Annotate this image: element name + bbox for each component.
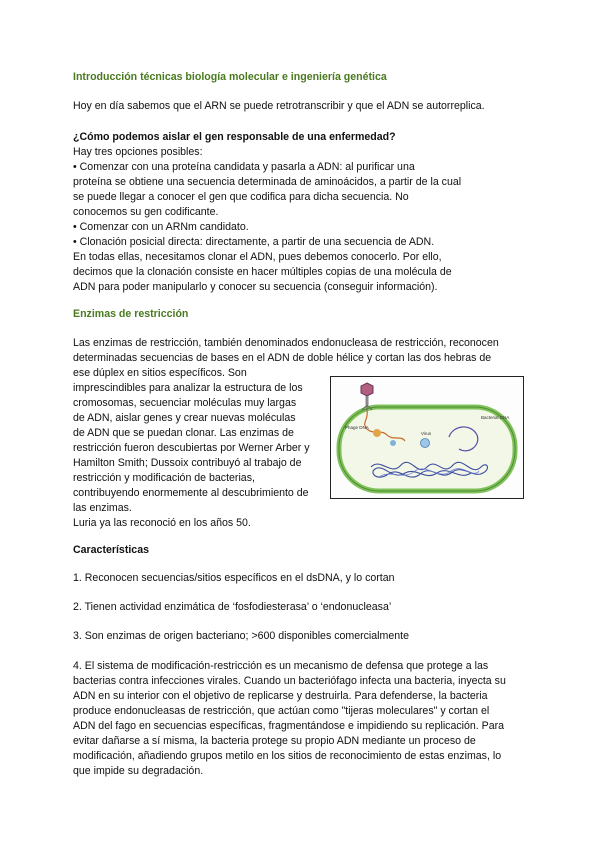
feature-item-4-line: ADN del fago en secuencias específicas, fragmentándose e impidiendo su replicación. Para <box>73 720 505 732</box>
feature-item: 2. Tienen actividad enzimática de ‘fosfodiesterasa’ o ‘endonucleasa’ <box>73 601 392 613</box>
bacterial-dna-label: Bacterial DNA <box>481 415 510 420</box>
enzymes-line: imprescindibles para analizar la estructura de los <box>73 382 303 394</box>
options-line: Hay tres opciones posibles: <box>73 146 203 158</box>
methylase-icon <box>390 440 396 446</box>
question-heading: ¿Cómo podemos aislar el gen responsable de una enfermedad? <box>73 131 396 143</box>
features-heading: Características <box>73 544 149 556</box>
enzymes-line: las enzimas. <box>73 502 132 514</box>
enzymes-line: de ADN que se puedan clonar. Las enzimas de <box>73 427 294 439</box>
options-line: • Clonación posicial directa: directamente, a partir de una secuencia de ADN. <box>73 236 435 248</box>
options-line: • Comenzar con un ARNm candidato. <box>73 221 249 233</box>
feature-item-4-line: bacterias contra infecciones virales. Cuando un bacteriófago infecta una bacteria, inyecta su <box>73 675 506 687</box>
feature-item-4-line: que impide su degradación. <box>73 765 204 777</box>
options-line: ADN para poder manipularlo y conocer su secuencia (conseguir información). <box>73 281 438 293</box>
options-line: decimos que la clonación consiste en hacer múltiples copias de una molécula de <box>73 266 452 278</box>
virus-particle <box>421 439 430 448</box>
enzymes-line: cromosomas, secuenciar moléculas muy largas <box>73 397 297 409</box>
options-line: proteína se obtiene una secuencia determinada de aminoácidos, a partir de la cual <box>73 176 462 188</box>
enzymes-heading: Enzimas de restricción <box>73 308 189 320</box>
feature-item-4-line: produce endonucleasas de restricción, que actúan como "tijeras moleculares" y cortan el <box>73 705 490 717</box>
enzymes-line: determinadas secuencias de bases en el ADN de doble hélice y cortan las dos hebras de <box>73 352 492 364</box>
enzymes-line: ese dúplex en sitios específicos. Son <box>73 367 247 379</box>
enzymes-line: restricción y modificación de bacterias, <box>73 472 255 484</box>
options-line: • Comenzar con una proteína candidata y pasarla a ADN: al purificar una <box>73 161 415 173</box>
restriction-enzyme-icon <box>373 429 381 437</box>
feature-item-4-line: ADN en su interior con el objetivo de replicarse y destruirla. Para defenderse, la bacteria <box>73 690 488 702</box>
enzymes-line: restricción fueron descubiertas por Werner Arber y <box>73 442 310 454</box>
enzymes-line: Luria ya las reconoció en los años 50. <box>73 517 251 529</box>
figure-illustration <box>331 377 523 498</box>
feature-item: 1. Reconocen secuencias/sitios específicos en el dsDNA, y lo cortan <box>73 572 395 584</box>
options-line: conocemos su gen codificante. <box>73 206 219 218</box>
document-title: Introducción técnicas biología molecular e ingeniería genética <box>73 71 387 83</box>
enzymes-line: de ADN, aislar genes y crear nuevas moléculas <box>73 412 296 424</box>
feature-item: 3. Son enzimas de origen bacteriano; >600 disponibles comercialmente <box>73 630 409 642</box>
options-line: se puede llegar a conocer el gen que codifica para dicha secuencia. No <box>73 191 409 203</box>
enzymes-line: Las enzimas de restricción, también denominados endonucleasa de restricción, reconocen <box>73 337 499 349</box>
options-line: En todas ellas, necesitamos clonar el ADN, pues debemos conocerlo. Por ello, <box>73 251 442 263</box>
intro-paragraph: Hoy en día sabemos que el ARN se puede retrotranscribir y que el ADN se autorreplica. <box>73 100 485 112</box>
phage-dna-label: Phage DNA <box>345 425 369 430</box>
enzymes-line: contribuyendo enormemente al descubrimiento de <box>73 487 309 499</box>
feature-item-4-line: evitar dañarse a sí misma, la bacteria protege su propio ADN mediante un proceso de <box>73 735 476 747</box>
bacteriophage-infection-figure <box>330 376 524 499</box>
feature-item-4-line: modificación, añadiendo grupos metilo en los sitios de reconocimiento de estas enzimas, lo <box>73 750 502 762</box>
enzymes-line: Hamilton Smith; Dussoix contribuyó al trabajo de <box>73 457 302 469</box>
feature-item-4-line: 4. El sistema de modificación-restricción es un mecanismo de defensa que protege a las <box>73 660 489 672</box>
virus-label: Virus <box>421 431 432 436</box>
